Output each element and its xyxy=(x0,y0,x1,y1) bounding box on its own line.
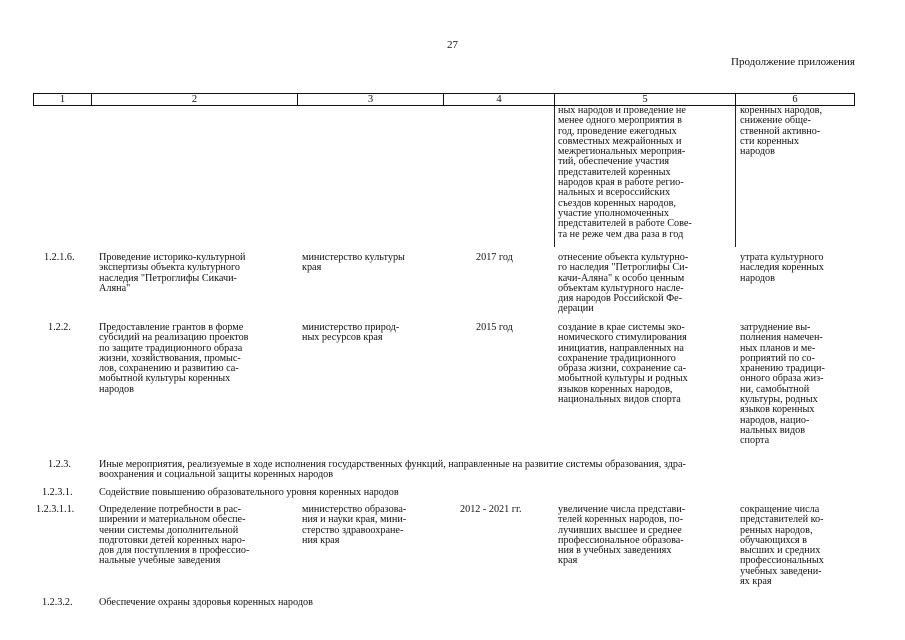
row-span-text: Обеспечение охраны здоровья коренных народов xyxy=(99,597,313,608)
header-col-3: 3 xyxy=(367,94,374,105)
header-col-6: 6 xyxy=(792,94,798,105)
row-result: увеличение числа представи- телей коренных народов, по- лучивших высшее и среднее профессиональное образова- ния в учебных заведениях края xyxy=(558,504,686,567)
row-span-text: Содействие повышению образовательного уровня коренных народов xyxy=(99,487,399,498)
header-col-1: 1 xyxy=(59,94,66,105)
header-col-5: 5 xyxy=(642,94,648,105)
row-period: 2012 - 2021 гг. xyxy=(460,504,522,515)
row-number: 1.2.3.1. xyxy=(42,487,73,498)
row-name: Определение потребности в рас- ширении и материальном обеспе- чении системы дополнительной подготовки детей коренных наро- дов для поступления в профессио- нальные учебные заведения xyxy=(99,504,250,567)
carryover-divider xyxy=(735,106,736,247)
row-risk: затруднение вы- полнения намечен- ных планов и ме- роприятий по со- хранению традици- онного образа жиз- ни, самобытной культуры, родных языков коренных народов, нацио- нальных видов спорта xyxy=(740,322,825,447)
row-number: 1.2.1.6. xyxy=(44,252,75,263)
continuation-label: Продолжение приложения xyxy=(731,56,855,68)
row-executor: министерство культуры края xyxy=(302,252,405,274)
row-number: 1.2.3.2. xyxy=(42,597,73,608)
page-number: 27 xyxy=(447,39,458,51)
carryover-risk-text: коренных народов, снижение обще- ственной активно- сти коренных народов xyxy=(740,105,823,158)
header-col-4: 4 xyxy=(496,94,502,105)
row-executor: министерство образова- ния и науки края, мини- стерство здравоохране- ния края xyxy=(302,504,407,546)
header-divider xyxy=(854,93,855,106)
row-span-text: Иные мероприятия, реализуемые в ходе исполнения государственных функций, направленные на развитие системы образования, здра- воохранения и социальной защиты коренных народов xyxy=(99,459,686,481)
header-col-2: 2 xyxy=(191,94,198,105)
carryover-divider xyxy=(554,106,555,247)
row-period: 2017 год xyxy=(476,252,513,263)
row-number: 1.2.3.1.1. xyxy=(36,504,75,515)
row-number: 1.2.3. xyxy=(48,459,71,470)
row-risk: сокращение числа представителей ко- ренных народов, обучающихся в высших и средних профессиональных учебных заведени- ях края xyxy=(740,504,824,588)
row-executor: министерство природ- ных ресурсов края xyxy=(302,322,400,344)
row-name: Проведение историко-культурной экспертизы объекта культурного наследия "Петроглифы Сикачи- Аляна" xyxy=(99,252,246,294)
row-result: отнесение объекта культурно- го наследия "Петроглифы Си- качи-Аляна" к особо ценным объектам культурного насле- дия народов Российской Фе- дерации xyxy=(558,252,689,315)
row-name: Предоставление грантов в форме субсидий на реализацию проектов по защите традиционного образа жизни, хозяйствования, промыс- лов, сохранению и развитию са- мобытной культуры коренных народов xyxy=(99,322,249,395)
row-period: 2015 год xyxy=(476,322,513,333)
row-number: 1.2.2. xyxy=(48,322,71,333)
row-risk: утрата культурного наследия коренных народов xyxy=(740,252,824,284)
header-bottom-border xyxy=(33,105,855,106)
row-result: создание в крае системы эко- номического стимулирования инициатив, направленных на сохранение традиционного образа жизни, сохранение са- мобытной культуры и родных языков коренных народов, национальных видов спорта xyxy=(558,322,688,406)
carryover-result-text: ных народов и проведение не менее одного мероприятия в год, проведение ежегодных совместных межрайонных и межрегиональных мероприя- тий, обеспечение участия представителей коренных народов края в работе регио- нальных и всероссийских съездов коренных народов, участие уполномоченных представителей в работе Сове- та не реже чем два раза в год xyxy=(558,105,692,240)
